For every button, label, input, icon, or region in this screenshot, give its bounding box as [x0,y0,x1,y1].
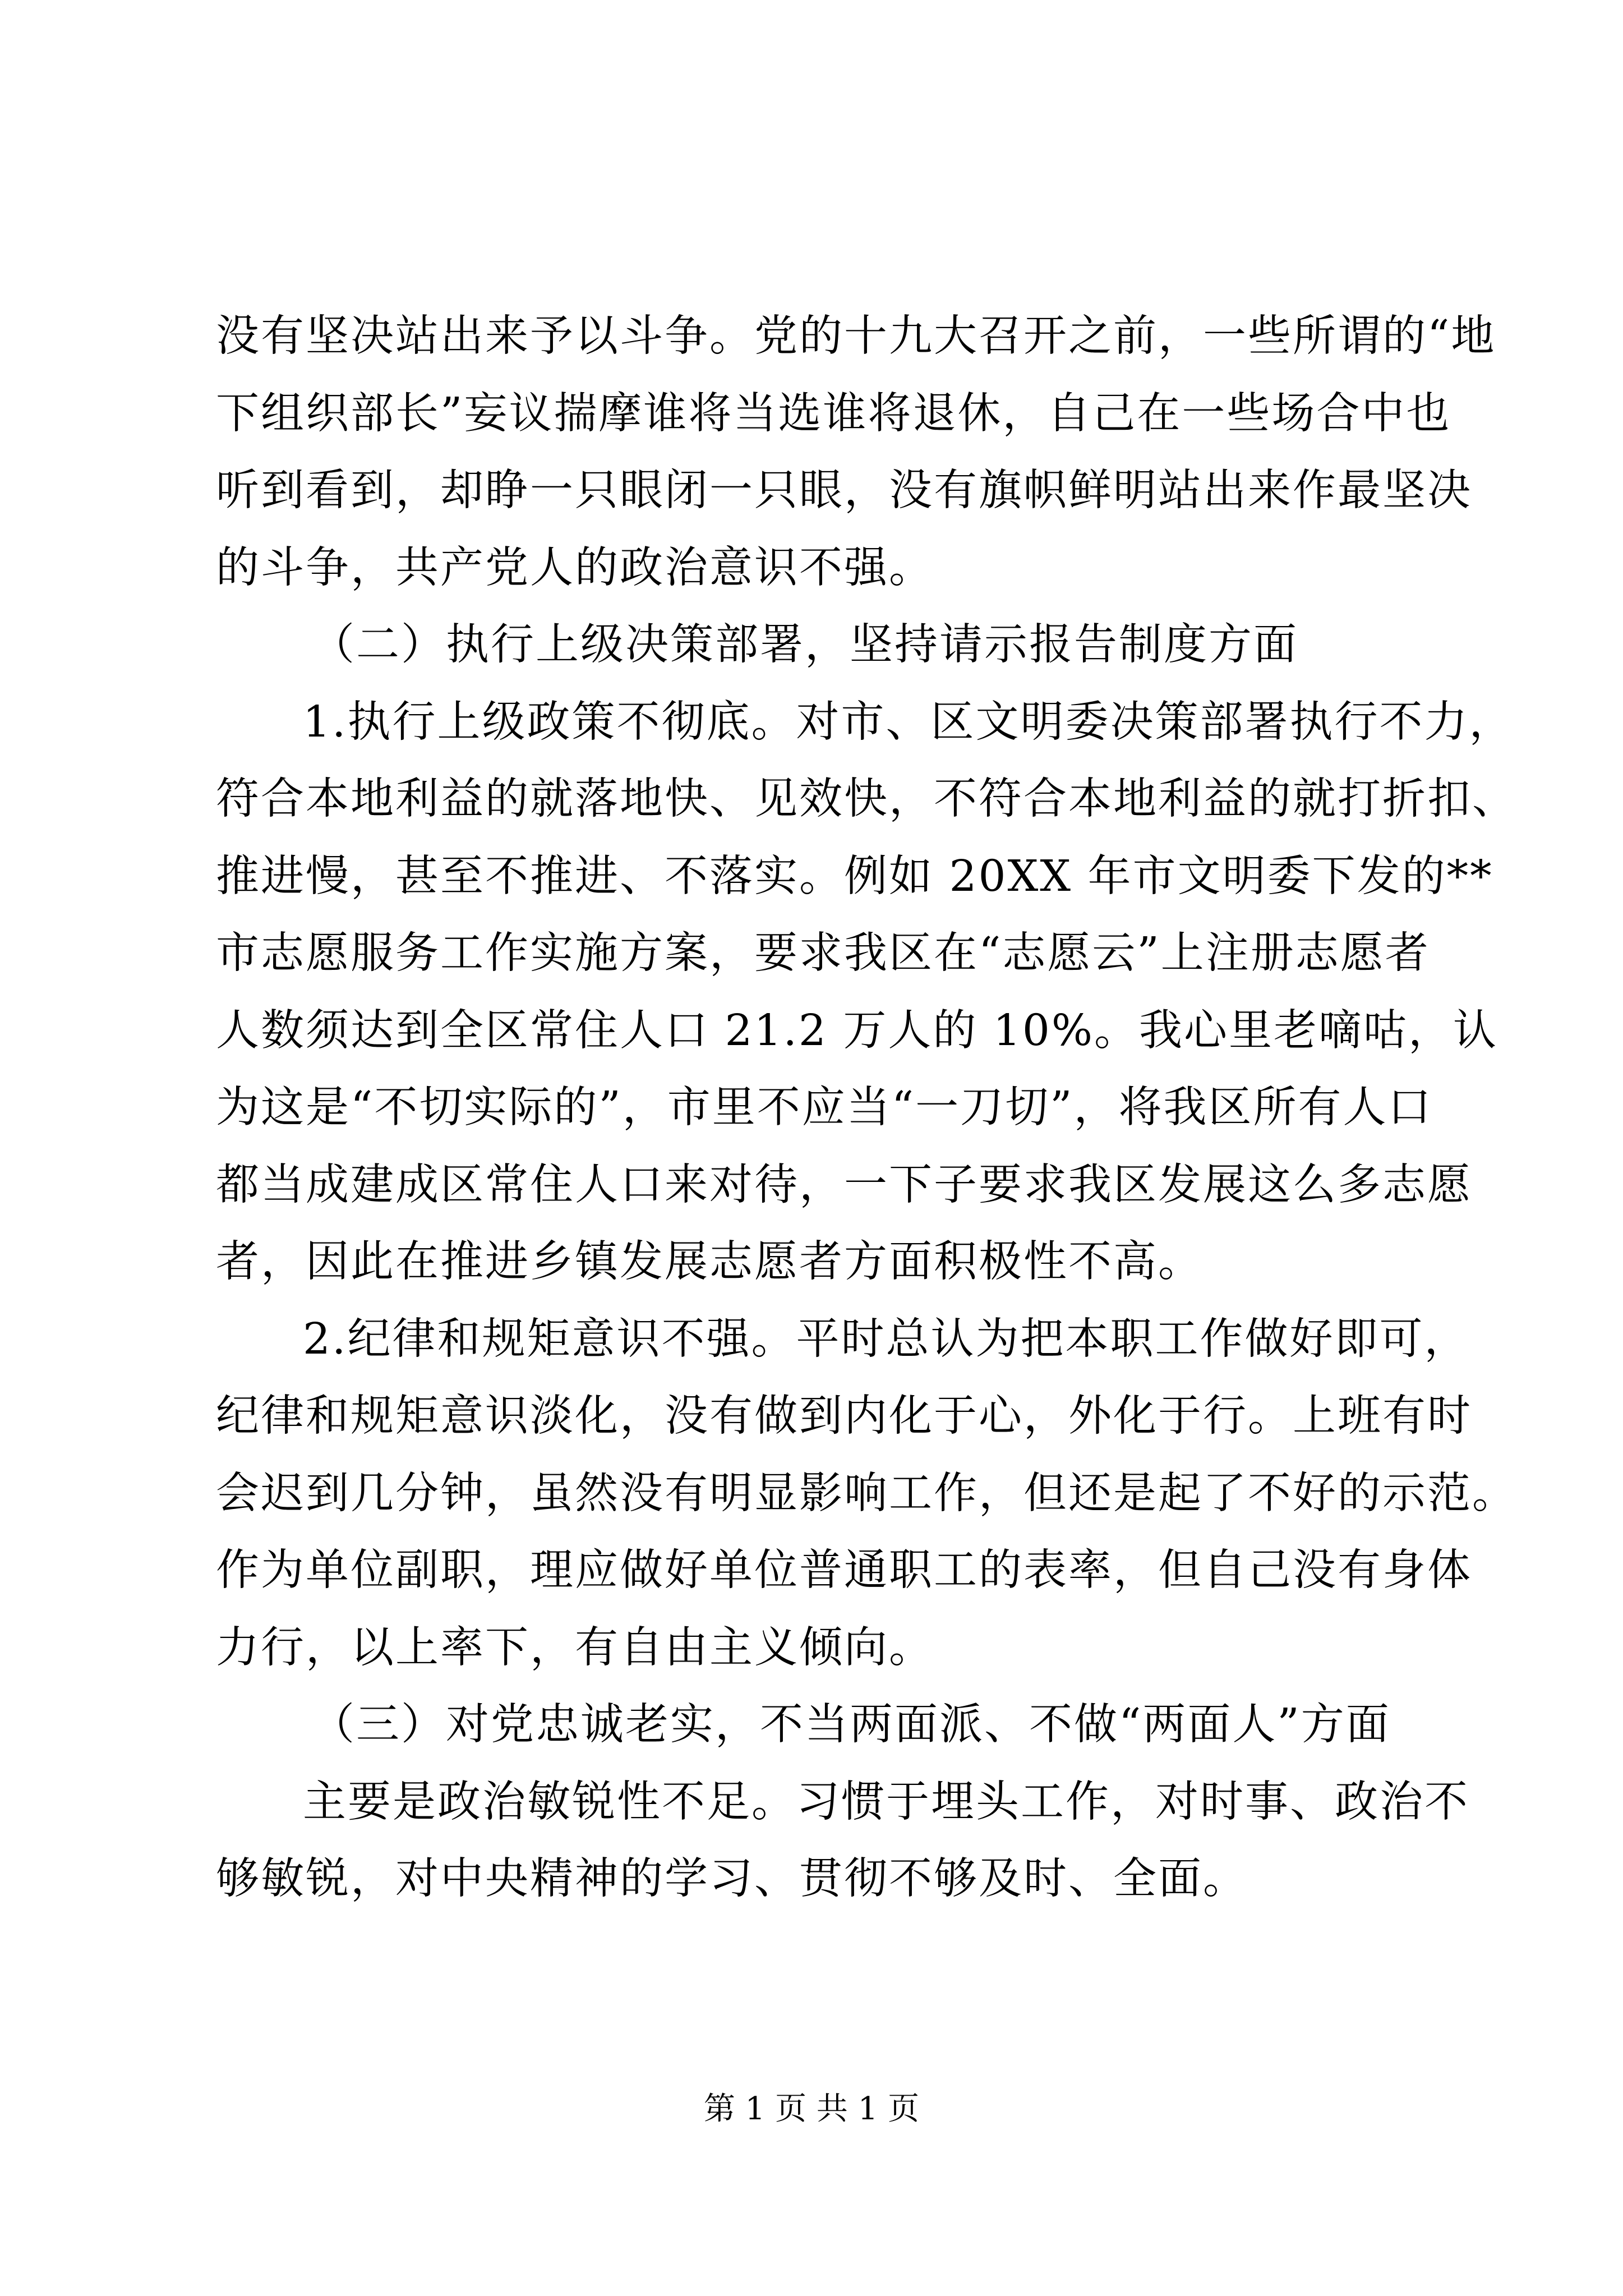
body-text-line: 人数须达到全区常住人口 21.2 万人的 10%。我心里老嘀咕，认 [216,1006,1498,1056]
body-text-line: 听到看到，却睁一只眼闭一只眼，没有旗帜鲜明站出来作最坚决 [216,466,1472,516]
body-text-line: 力行，以上率下，有自由主义倾向。 [216,1623,934,1673]
section-heading: （二）执行上级决策部署，坚持请示报告制度方面 [311,620,1298,670]
body-text-line: 会迟到几分钟，虽然没有明显影响工作，但还是起了不好的示范。 [216,1469,1517,1519]
body-text-line: 够敏锐，对中央精神的学习、贯彻不够及时、全面。 [216,1854,1248,1904]
body-text-line: 1.执行上级政策不彻底。对市、区文明委决策部署执行不力， [303,697,1514,747]
body-text-line: 者，因此在推进乡镇发展志愿者方面积极性不高。 [216,1237,1203,1287]
body-text-line: 为这是“不切实际的”，市里不应当“一刀切”，将我区所有人口 [216,1083,1433,1133]
page-footer: 第 1 页 共 1 页 [703,2091,920,2127]
body-text-line: 市志愿服务工作实施方案，要求我区在“志愿云”上注册志愿者 [216,928,1430,978]
body-text-line: 的斗争，共产党人的政治意识不强。 [216,543,934,593]
body-text-line: 2.纪律和规矩意识不强。平时总认为把本职工作做好即可， [303,1314,1469,1364]
body-text-line: 主要是政治敏锐性不足。习惯于埋头工作，对时事、政治不 [303,1777,1469,1827]
body-text-line: 都当成建成区常住人口来对待，一下子要求我区发展这么多志愿 [216,1160,1472,1210]
body-text-line: 作为单位副职，理应做好单位普通职工的表率，但自己没有身体 [216,1545,1472,1595]
body-text-line: 符合本地利益的就落地快、见效快，不符合本地利益的就打折扣、 [216,774,1517,824]
section-heading: （三）对党忠诚老实，不当两面派、不做“两面人”方面 [311,1700,1391,1750]
body-text-line: 没有坚决站出来予以斗争。党的十九大召开之前，一些所谓的“地 [216,311,1496,361]
body-text-line: 推进慢，甚至不推进、不落实。例如 20XX 年市文明委下发的** [216,852,1493,901]
body-text-line: 下组织部长”妄议揣摩谁将当选谁将退休，自己在一些场合中也 [216,389,1451,439]
body-text-line: 纪律和规矩意识淡化，没有做到内化于心，外化于行。上班有时 [216,1391,1472,1441]
